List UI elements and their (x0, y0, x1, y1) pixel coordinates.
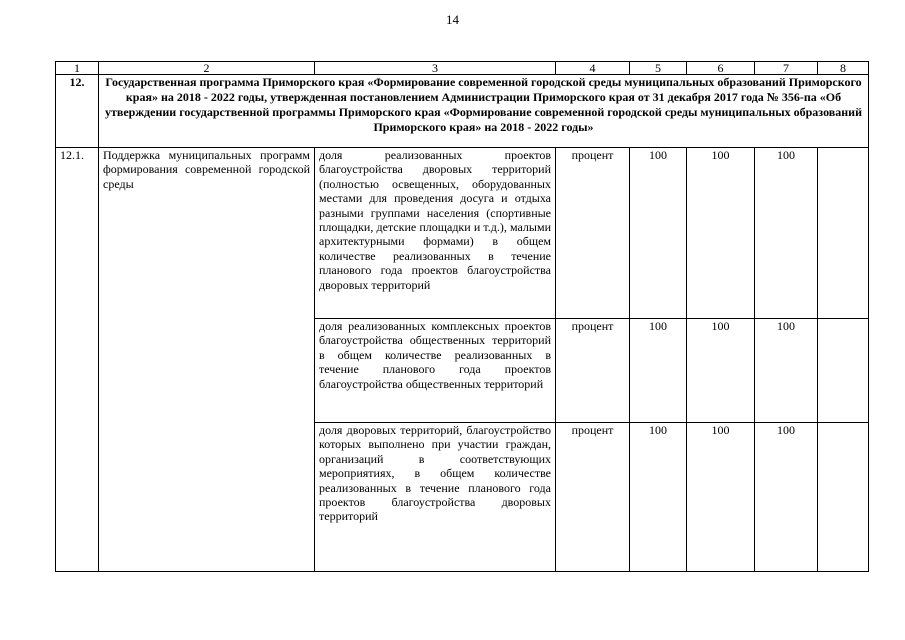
page-number: 14 (446, 12, 459, 27)
indicator-value-col6: 100 (687, 319, 755, 423)
column-number-row (56, 62, 869, 75)
indicator-value-col6: 100 (687, 423, 755, 572)
column-number-cell: 6 (687, 62, 755, 75)
column-number-cell: 3 (315, 62, 556, 75)
indicator-value-col7: 100 (755, 319, 818, 423)
indicator-text: доля реализованных проектов благоустройства дворовых территорий (полностью освещенных, оборудованных местами для проведения досуга и отдыха разными группами населения (спортивные площадки, детские площадки и т.д.), малыми архитектурными формами) в общем количестве реализованных в течение планового года проектов благоустройства дворовых территорий (315, 148, 556, 319)
column-number-cell: 7 (755, 62, 818, 75)
indicators-table (55, 61, 869, 572)
indicator-value-col7: 100 (755, 423, 818, 572)
indicator-value-col7: 100 (755, 148, 818, 319)
indicator-value-col5: 100 (630, 423, 687, 572)
column-number-cell: 2 (99, 62, 315, 75)
section-title: Государственная программа Приморского края «Формирование современной городской среды муниципальных образований Приморского края» на 2018 - 2022 годы, утвержденная постановлением Администрации Приморского края от 31 декабря 2017 года № 356-па «Об утверждении государственной программы Приморского края «Формирование современной городской среды муниципальных образований Приморского края» на 2018 - 2022 годы» (99, 75, 869, 148)
section-number: 12. (56, 75, 99, 148)
indicator-text: доля дворовых территорий, благоустройство которых выполнено при участии граждан, организаций в соответствующих мероприятиях, в общем количестве реализованных в течение планового года проектов благоустройства дворовых территорий (315, 423, 556, 572)
indicator-value-col8 (818, 148, 869, 319)
indicator-unit: процент (556, 148, 630, 319)
indicator-text: доля реализованных комплексных проектов благоустройства общественных территорий в общем количестве реализованных в течение планового года проектов благоустройства общественных территорий (315, 319, 556, 423)
indicator-value-col6: 100 (687, 148, 755, 319)
subsection-code: 12.1. (56, 148, 99, 572)
column-number-cell: 5 (630, 62, 687, 75)
section-row (56, 75, 869, 148)
column-number-cell: 8 (818, 62, 869, 75)
indicator-value-col8 (818, 423, 869, 572)
subsection-name: Поддержка муниципальных программ формирования современной городской среды (99, 148, 315, 572)
column-number-cell: 1 (56, 62, 99, 75)
table-row (56, 148, 869, 319)
column-number-cell: 4 (556, 62, 630, 75)
indicator-unit: процент (556, 423, 630, 572)
indicator-value-col5: 100 (630, 148, 687, 319)
indicator-unit: процент (556, 319, 630, 423)
indicator-value-col5: 100 (630, 319, 687, 423)
indicator-value-col8 (818, 319, 869, 423)
